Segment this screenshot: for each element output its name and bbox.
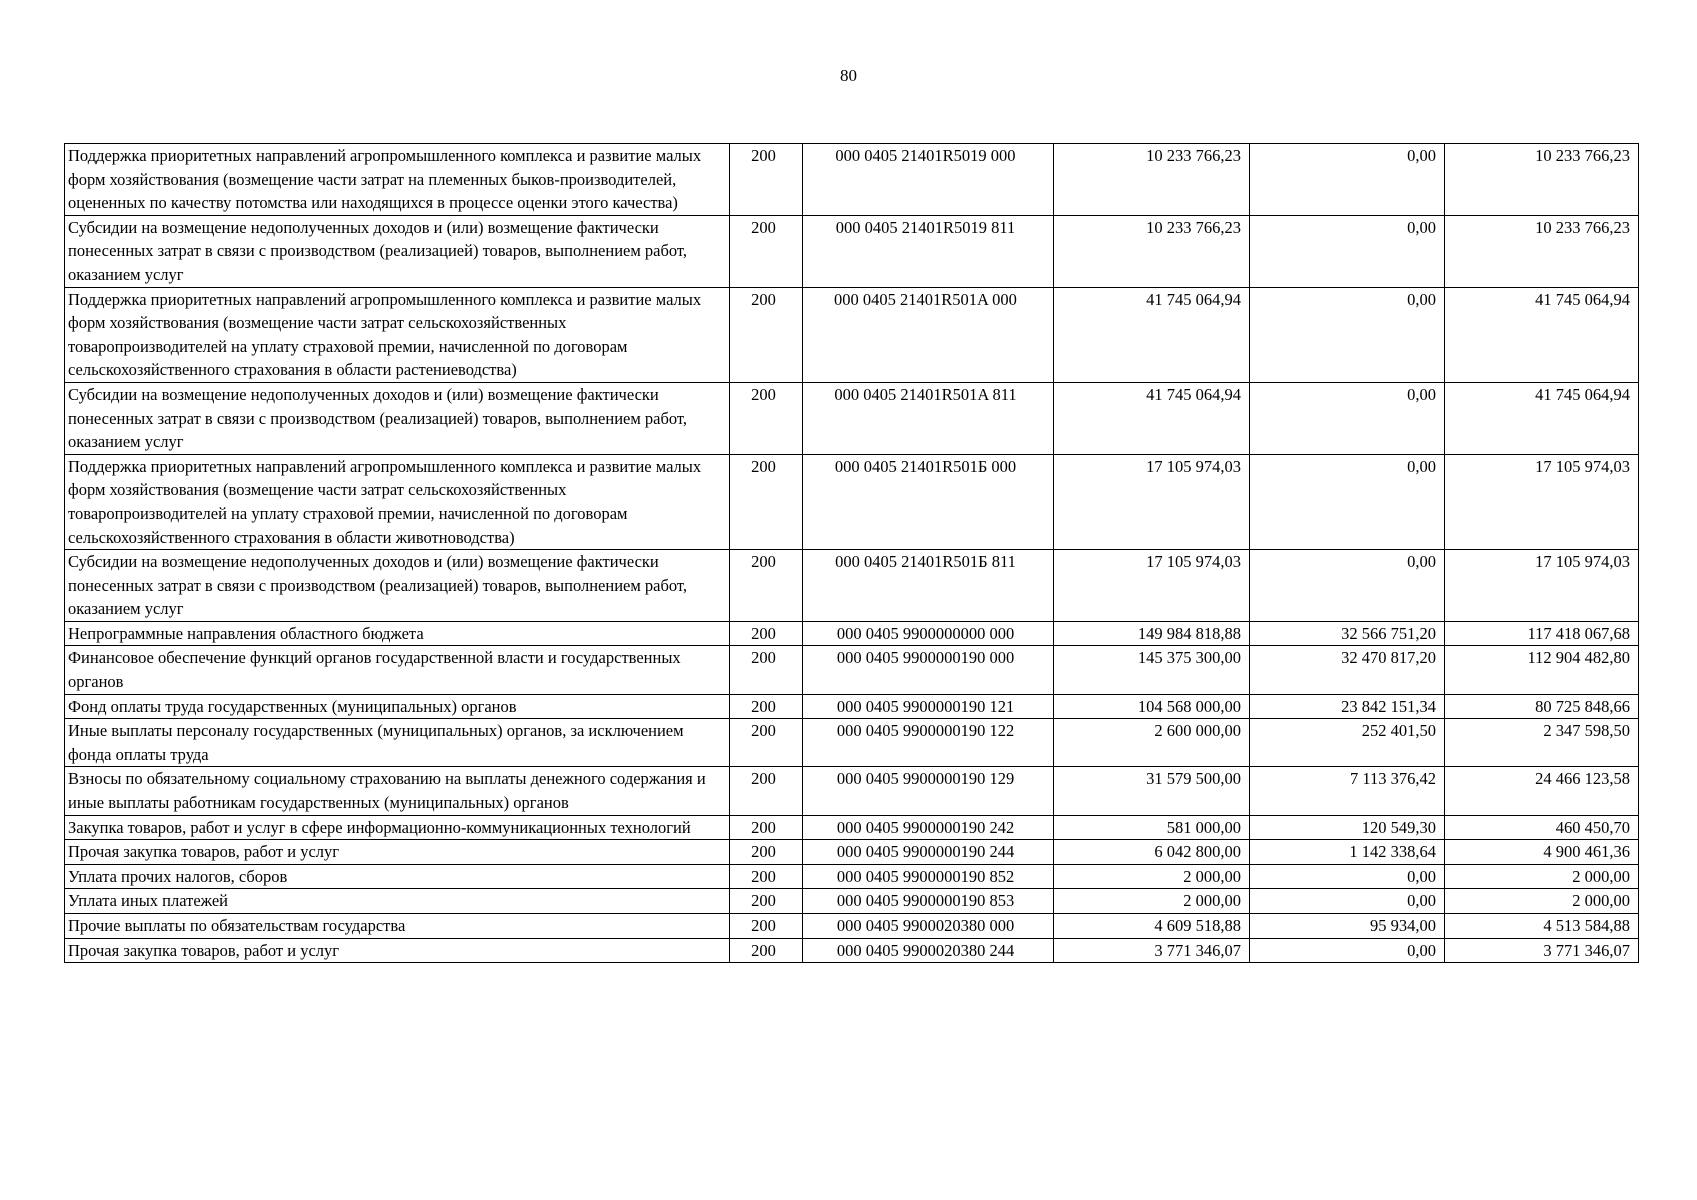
unexecuted-amount-cell: 10 233 766,23 [1445,215,1639,287]
line-code-cell: 200 [730,719,803,767]
table-row [65,914,1639,939]
table-row [65,815,1639,840]
line-code-cell: 200 [730,815,803,840]
line-code-cell: 200 [730,215,803,287]
executed-amount-cell: 7 113 376,42 [1250,767,1445,815]
line-code-cell: 200 [730,454,803,549]
budget-classification-cell: 000 0405 9900000190 129 [803,767,1054,815]
budget-classification-cell: 000 0405 9900000190 852 [803,864,1054,889]
budget-classification-cell: 000 0405 21401R501Б 811 [803,550,1054,622]
table-row [65,938,1639,963]
unexecuted-amount-cell: 17 105 974,03 [1445,550,1639,622]
approved-amount-cell: 2 600 000,00 [1054,719,1250,767]
expenditure-name-cell: Закупка товаров, работ и услуг в сфере информационно-коммуникационных технологий [65,815,730,840]
budget-classification-cell: 000 0405 9900000190 122 [803,719,1054,767]
executed-amount-cell: 23 842 151,34 [1250,694,1445,719]
line-code-cell: 200 [730,840,803,865]
expenditure-name-cell: Субсидии на возмещение недополученных доходов и (или) возмещение фактически понесенных затрат в связи с производством (реализацией) товаров, выполнением работ, оказанием услуг [65,382,730,454]
executed-amount-cell: 0,00 [1250,550,1445,622]
table-row [65,550,1639,622]
executed-amount-cell: 0,00 [1250,889,1445,914]
unexecuted-amount-cell: 17 105 974,03 [1445,454,1639,549]
unexecuted-amount-cell: 4 513 584,88 [1445,914,1639,939]
unexecuted-amount-cell: 2 000,00 [1445,864,1639,889]
budget-classification-cell: 000 0405 9900000190 244 [803,840,1054,865]
approved-amount-cell: 31 579 500,00 [1054,767,1250,815]
expenditure-name-cell: Поддержка приоритетных направлений агропромышленного комплекса и развитие малых форм хозяйствования (возмещение части затрат сельскохозяйственных товаропроизводителей на уплату страховой премии, начисленной по договорам сельскохозяйственного страхования в области животноводства) [65,454,730,549]
budget-classification-cell: 000 0405 9900020380 244 [803,938,1054,963]
expenditure-name-cell: Прочая закупка товаров, работ и услуг [65,938,730,963]
approved-amount-cell: 2 000,00 [1054,864,1250,889]
table-row [65,719,1639,767]
budget-classification-cell: 000 0405 21401R501Б 000 [803,454,1054,549]
line-code-cell: 200 [730,382,803,454]
executed-amount-cell: 0,00 [1250,938,1445,963]
executed-amount-cell: 120 549,30 [1250,815,1445,840]
executed-amount-cell: 95 934,00 [1250,914,1445,939]
executed-amount-cell: 0,00 [1250,215,1445,287]
budget-classification-cell: 000 0405 21401R501A 000 [803,287,1054,382]
approved-amount-cell: 17 105 974,03 [1054,550,1250,622]
expenditure-name-cell: Фонд оплаты труда государственных (муниципальных) органов [65,694,730,719]
expenditure-name-cell: Субсидии на возмещение недополученных доходов и (или) возмещение фактически понесенных затрат в связи с производством (реализацией) товаров, выполнением работ, оказанием услуг [65,215,730,287]
expenditure-name-cell: Субсидии на возмещение недополученных доходов и (или) возмещение фактически понесенных затрат в связи с производством (реализацией) товаров, выполнением работ, оказанием услуг [65,550,730,622]
approved-amount-cell: 10 233 766,23 [1054,144,1250,216]
unexecuted-amount-cell: 117 418 067,68 [1445,621,1639,646]
unexecuted-amount-cell: 460 450,70 [1445,815,1639,840]
table-row [65,287,1639,382]
unexecuted-amount-cell: 112 904 482,80 [1445,646,1639,694]
approved-amount-cell: 41 745 064,94 [1054,287,1250,382]
unexecuted-amount-cell: 41 745 064,94 [1445,287,1639,382]
expenditure-name-cell: Взносы по обязательному социальному страхованию на выплаты денежного содержания и иные выплаты работникам государственных (муниципальных) органов [65,767,730,815]
table-row [65,454,1639,549]
budget-classification-cell: 000 0405 21401R5019 000 [803,144,1054,216]
table-row [65,382,1639,454]
line-code-cell: 200 [730,938,803,963]
approved-amount-cell: 3 771 346,07 [1054,938,1250,963]
approved-amount-cell: 104 568 000,00 [1054,694,1250,719]
approved-amount-cell: 145 375 300,00 [1054,646,1250,694]
table-row [65,889,1639,914]
page-number: 80 [840,66,857,85]
budget-classification-cell: 000 0405 21401R5019 811 [803,215,1054,287]
line-code-cell: 200 [730,621,803,646]
budget-classification-cell: 000 0405 9900000000 000 [803,621,1054,646]
approved-amount-cell: 17 105 974,03 [1054,454,1250,549]
unexecuted-amount-cell: 2 000,00 [1445,889,1639,914]
table-body [65,144,1639,963]
executed-amount-cell: 0,00 [1250,454,1445,549]
executed-amount-cell: 1 142 338,64 [1250,840,1445,865]
approved-amount-cell: 2 000,00 [1054,889,1250,914]
line-code-cell: 200 [730,889,803,914]
expenditure-name-cell: Уплата прочих налогов, сборов [65,864,730,889]
expenditure-name-cell: Прочие выплаты по обязательствам государства [65,914,730,939]
expenditure-name-cell: Финансовое обеспечение функций органов государственной власти и государственных органов [65,646,730,694]
budget-classification-cell: 000 0405 9900000190 000 [803,646,1054,694]
unexecuted-amount-cell: 80 725 848,66 [1445,694,1639,719]
executed-amount-cell: 0,00 [1250,864,1445,889]
executed-amount-cell: 0,00 [1250,287,1445,382]
table-row [65,144,1639,216]
approved-amount-cell: 149 984 818,88 [1054,621,1250,646]
expenditure-name-cell: Поддержка приоритетных направлений агропромышленного комплекса и развитие малых форм хозяйствования (возмещение части затрат на племенных быков-производителей, оцененных по качеству потомства или находящихся в процессе оценки этого качества) [65,144,730,216]
line-code-cell: 200 [730,144,803,216]
expenditure-name-cell: Поддержка приоритетных направлений агропромышленного комплекса и развитие малых форм хозяйствования (возмещение части затрат сельскохозяйственных товаропроизводителей на уплату страховой премии, начисленной по договорам сельскохозяйственного страхования в области растениеводства) [65,287,730,382]
table-row [65,767,1639,815]
budget-table [64,143,1639,963]
table-row [65,621,1639,646]
line-code-cell: 200 [730,694,803,719]
expenditure-name-cell: Прочая закупка товаров, работ и услуг [65,840,730,865]
unexecuted-amount-cell: 24 466 123,58 [1445,767,1639,815]
budget-classification-cell: 000 0405 9900000190 242 [803,815,1054,840]
unexecuted-amount-cell: 3 771 346,07 [1445,938,1639,963]
line-code-cell: 200 [730,550,803,622]
line-code-cell: 200 [730,646,803,694]
executed-amount-cell: 252 401,50 [1250,719,1445,767]
unexecuted-amount-cell: 10 233 766,23 [1445,144,1639,216]
budget-classification-cell: 000 0405 21401R501A 811 [803,382,1054,454]
executed-amount-cell: 32 566 751,20 [1250,621,1445,646]
table-row [65,864,1639,889]
expenditure-name-cell: Уплата иных платежей [65,889,730,914]
executed-amount-cell: 32 470 817,20 [1250,646,1445,694]
unexecuted-amount-cell: 2 347 598,50 [1445,719,1639,767]
approved-amount-cell: 6 042 800,00 [1054,840,1250,865]
executed-amount-cell: 0,00 [1250,382,1445,454]
table-row [65,646,1639,694]
approved-amount-cell: 4 609 518,88 [1054,914,1250,939]
table-row [65,840,1639,865]
budget-classification-cell: 000 0405 9900000190 121 [803,694,1054,719]
executed-amount-cell: 0,00 [1250,144,1445,216]
table-row [65,694,1639,719]
line-code-cell: 200 [730,914,803,939]
budget-classification-cell: 000 0405 9900000190 853 [803,889,1054,914]
line-code-cell: 200 [730,864,803,889]
approved-amount-cell: 41 745 064,94 [1054,382,1250,454]
approved-amount-cell: 10 233 766,23 [1054,215,1250,287]
line-code-cell: 200 [730,767,803,815]
unexecuted-amount-cell: 41 745 064,94 [1445,382,1639,454]
approved-amount-cell: 581 000,00 [1054,815,1250,840]
line-code-cell: 200 [730,287,803,382]
expenditure-name-cell: Иные выплаты персоналу государственных (муниципальных) органов, за исключением фонда оплаты труда [65,719,730,767]
table-row [65,215,1639,287]
unexecuted-amount-cell: 4 900 461,36 [1445,840,1639,865]
expenditure-name-cell: Непрограммные направления областного бюджета [65,621,730,646]
budget-classification-cell: 000 0405 9900020380 000 [803,914,1054,939]
